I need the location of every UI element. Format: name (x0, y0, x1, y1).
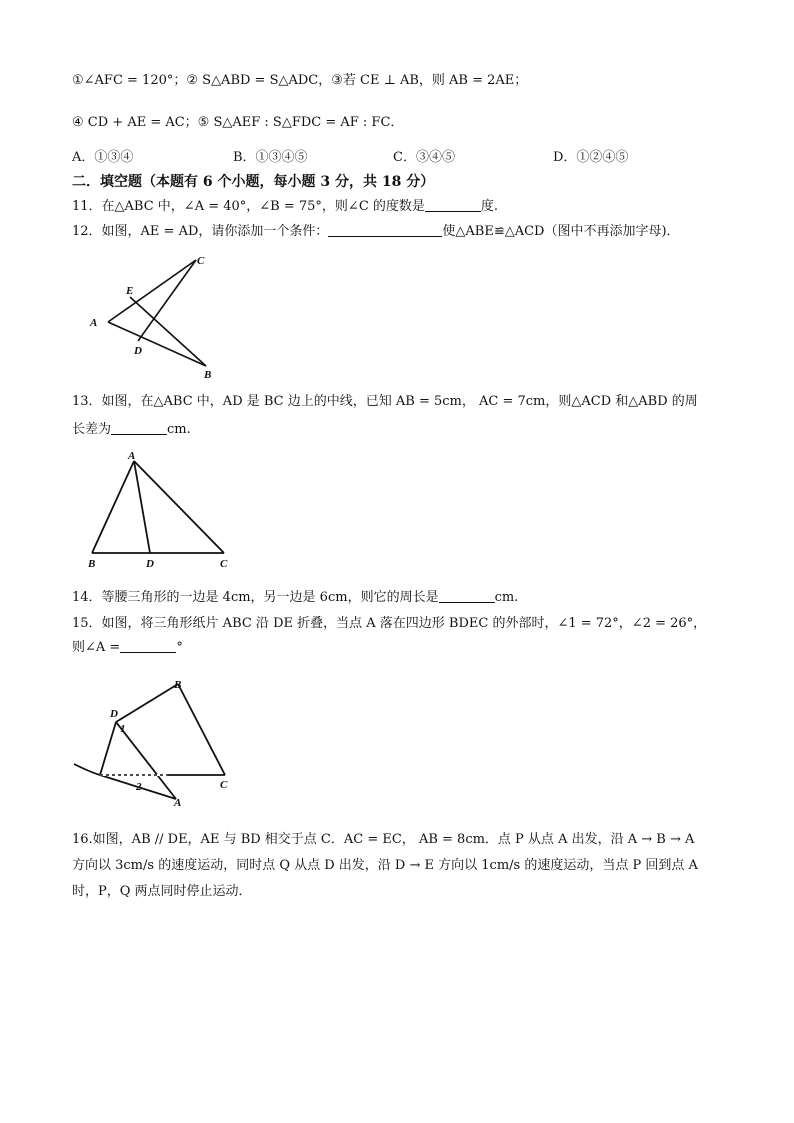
q12-text-post: 使△ABE≌△ACD（图中不再添加字母)． (442, 224, 680, 239)
q12-label-c: C (197, 255, 205, 267)
q15-label-d: D (110, 708, 118, 720)
q12-label-d: D (134, 345, 142, 357)
q10-option-c: C．③④⑤ (393, 150, 455, 165)
q13-label-a: A (128, 450, 136, 462)
q12-text (72, 222, 680, 242)
q14-answer-blank (439, 588, 495, 603)
q13-figure (84, 447, 244, 572)
q10-option-d: D．①②④⑤ (553, 150, 629, 165)
q15-text-pre: 则∠A = (72, 640, 121, 655)
q14-text-post: cm. (494, 590, 519, 605)
q13-answer-blank (111, 420, 167, 435)
q10-statement-line2: ④ CD + AE = AC；⑤ S△AEF : S△FDC = AF : FC． (72, 115, 404, 130)
q11-text-post: 度. (480, 199, 499, 214)
section-heading: 二．填空题（本题有 6 个小题，每小题 3 分，共 18 分） (72, 174, 435, 190)
q15-text-line2 (72, 638, 183, 658)
q15-text-line1: 15．如图，将三角形纸片 ABC 沿 DE 折叠，当点 A 落在四边形 BDEC 的外部时，∠1 = 72°，∠2 = 26°， (72, 616, 707, 631)
q12-label-a: A (90, 317, 98, 329)
q13-text-post: cm. (167, 422, 191, 437)
q10-statement-line1: ①∠AFC = 120°；② S△ABD = S△ADC，③若 CE ⊥ AB，则 AB = 2AE； (72, 73, 528, 88)
q10-option-a: A．①③④ (72, 150, 134, 165)
q13-text-line1: 13．如图，在△ABC 中，AD 是 BC 边上的中线，已知 AB = 5cm， AC = 7cm，则△ACD 和△ABD 的周 (72, 394, 698, 409)
q16-text-line3: 时，P，Q 两点同时停止运动． (72, 884, 252, 899)
q15-line-extension (74, 764, 100, 775)
q15-line-bc (178, 684, 225, 775)
q15-label-2: 2 (136, 781, 142, 793)
q15-label-1: 1 (120, 723, 126, 735)
q12-figure (80, 250, 220, 380)
q14-text (72, 588, 518, 608)
q16-text-line1: 16.如图，AB // DE，AE 与 BD 相交于点 C．AC = EC， AB = 8cm．点 P 从点 A 出发，沿 A → B → A (72, 832, 695, 847)
q12-line-cd (138, 260, 196, 341)
q15-label-c: C (220, 779, 228, 791)
q14-text-pre: 14．等腰三角形的一边是 4cm，另一边是 6cm，则它的周长是 (72, 590, 439, 605)
q12-answer-blank (328, 222, 442, 237)
q11-text-pre: 11．在△ABC 中，∠A = 40°，∠B = 75°，则∠C 的度数是 (72, 199, 425, 214)
q13-text-pre: 长差为 (72, 422, 112, 437)
q11-text (72, 197, 498, 217)
q12-line-ab (108, 322, 206, 366)
q12-text-pre: 12．如图，AE = AD，请你添加一个条件： (72, 224, 329, 239)
q13-label-c: C (220, 558, 228, 570)
q11-answer-blank (425, 197, 481, 212)
q12-line-ac (108, 260, 196, 322)
q12-label-e: E (126, 285, 134, 297)
q13-text-line2 (72, 420, 191, 440)
q15-figure (70, 672, 240, 812)
q15-line-bd (116, 684, 178, 722)
q16-text-line2: 方向以 3cm/s 的速度运动，同时点 Q 从点 D 出发，沿 D → E 方向以 1cm/s 的速度运动，当点 P 回到点 A (72, 858, 698, 873)
q15-line-de (100, 722, 116, 775)
q10-option-b: B．①③④⑤ (233, 150, 308, 165)
q15-label-a: A (174, 797, 182, 809)
q13-line-ab (92, 461, 134, 553)
q15-label-b: B (174, 679, 182, 691)
q15-text-post: ° (176, 640, 183, 655)
q12-label-b: B (204, 369, 212, 381)
q13-label-d: D (146, 558, 154, 570)
q15-answer-blank (120, 638, 176, 653)
q13-label-b: B (88, 558, 96, 570)
